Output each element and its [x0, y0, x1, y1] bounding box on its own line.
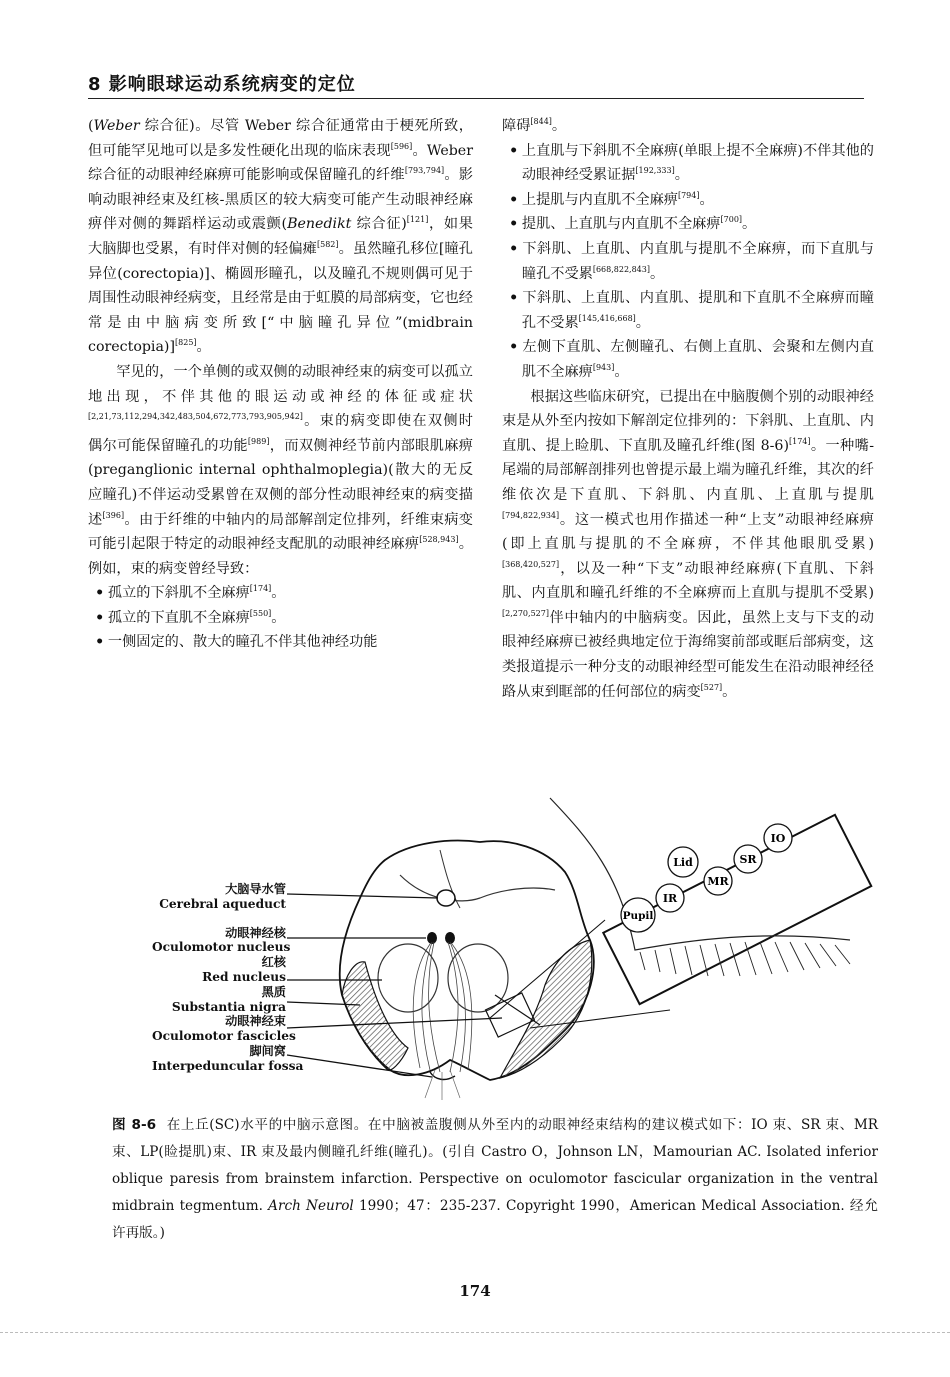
paragraph: 障碍[844]。 [502, 117, 567, 134]
fascicle-sr-label: SR [739, 853, 757, 866]
running-header [88, 64, 864, 99]
label-fossa-cn: 脚间窝 [249, 1043, 286, 1058]
label-nucleus-en: Oculomotor nucleus [152, 940, 291, 955]
label-nucleus-cn: 动眼神经核 [225, 925, 286, 940]
bullet-item: • 下斜肌、上直肌、内直肌与提肌不全麻痹，而下直肌与瞳孔不受累[668,822,843]。 [502, 237, 874, 286]
bullet-item: • 上提肌与内直肌不全麻痹[794]。 [502, 188, 874, 213]
figure-number: 图 8-6 [112, 1117, 157, 1133]
bullet-item: • 上直肌与下斜肌不全麻痹(单眼上提不全麻痹)不伴其他的动眼神经受累证据[192,333]。 [502, 139, 874, 188]
paragraph: 根据这些临床研究，已提出在中脑腹侧个别的动眼神经束是从外至内按如下解剖定位排列的：下斜肌、上直肌、内直肌、提上睑肌、下直肌及瞳孔纤维(图 8-6)[174]。一种嘴-尾端的局部解剖排列也曾提示最上端为瞳孔纤维，其次的纤维依次是下直肌、下斜肌、内直肌、上直肌与提肌[794,822,934]。这一模式也用作描述一种“上支”动眼神经麻痹(即上直肌与提肌的不全麻痹，不伴其他眼肌受累)[368,420,527]，以及一种“下支”动眼神经麻痹(下直肌、下斜肌、内直肌和瞳孔纤维的不全麻痹而上直肌与提肌不受累)[2,270,527]伴中轴内的中脑病变。因此，虽然上支与下支的动眼神经麻痹已被经典地定位于海绵窦前部或眶后部病变，这类报道提示一种分支的动眼神经型可能发生在沿动眼神经径路从束到眶部的任何部位的病变[527]。 [502, 388, 874, 700]
label-fascicles-en: Oculomotor fascicles [152, 1029, 296, 1044]
paragraph: (Weber 综合征)。尽管 Weber 综合征通常由于梗死所致，但可能罕见地可以是多发性硬化出现的临床表现[596]。Weber 综合征的动眼神经麻痹可能影响或保留瞳孔的纤维[793,794]。影响动眼神经束及红核-黑质区的较大病变可能产生动眼神经麻痹伴对侧的舞蹈样运动或震颤(Benedikt 综合征)[121]，如果大脑脚也受累，有时伴对侧的轻偏瘫[582]。虽然瞳孔移位[瞳孔异位(corectopia)]、椭圆形瞳孔，以及瞳孔不规则偶可见于周围性动眼神经病变，且经常是由于虹膜的局部病变，它也经常是由中脑病变所致[“中脑瞳孔异位”(midbrain corectopia)][825]。 [88, 118, 473, 356]
left-column [88, 114, 473, 655]
figure-labels [152, 882, 304, 1074]
label-aqueduct-cn: 大脑导水管 [225, 882, 286, 896]
label-red-nucleus-en: Red nucleus [202, 969, 286, 984]
bullet-item: • 一侧固定的、散大的瞳孔不伴其他神经功能 [88, 630, 473, 655]
bullet-item: • 下斜肌、上直肌、内直肌、提肌和下直肌不全麻痹而瞳孔不受累[145,416,668]。 [502, 286, 874, 335]
fascicle-mr-label: MR [707, 875, 729, 888]
fascicle-io-label: IO [770, 832, 786, 845]
chapter-title: 8 影响眼球运动系统病变的定位 [88, 74, 356, 95]
label-fossa-en: Interpeduncular fossa [152, 1058, 304, 1073]
label-nigra-en: Substantia nigra [171, 999, 286, 1014]
bullet-item: • 孤立的下直肌不全麻痹[550]。 [88, 606, 473, 631]
fascicle-ir-label: IR [662, 892, 678, 905]
label-red-nucleus-cn: 红核 [261, 955, 286, 970]
label-nigra-cn: 黑质 [261, 984, 286, 999]
bullet-item: • 孤立的下斜肌不全麻痹[174]。 [88, 581, 473, 606]
label-fascicles-cn: 动眼神经束 [225, 1014, 286, 1029]
fascicle-pupil-label: Pupil [622, 910, 654, 922]
bullet-item: • 提肌、上直肌与内直肌不全麻痹[700]。 [502, 212, 874, 237]
scan-footer-line [0, 1332, 950, 1334]
right-column [502, 114, 874, 704]
figure-caption: 图 8-6 在上丘(SC)水平的中脑示意图。在中脑被盖腹侧从外至内的动眼神经束结构的建议模式如下：IO 束、SR 束、MR 束、LP(睑提肌)束、IR 束及最内侧瞳孔纤维(瞳孔)。(引自 Castro O，Johnson LN，Mamourian AC. Isolated inferior oblique paresis from brainstem infarction. Perspective on oculomotor fascicular organization in the ventral midbrain tegmentum. Arch Neurol 1990；47：235-237. Copyright 1990，American Medical Association. 经允许再版。) [112, 1117, 878, 1241]
aqueduct-shape [437, 890, 455, 906]
fascicle-lid-label: Lid [673, 856, 693, 869]
page-number: 174 [459, 1282, 491, 1300]
bullet-item: • 左侧下直肌、左侧瞳孔、右侧上直肌、会聚和左侧内直肌不全麻痹[943]。 [502, 335, 874, 384]
label-aqueduct-en: Cerebral aqueduct [159, 896, 286, 911]
red-nucleus-right [448, 944, 508, 1012]
paragraph: 罕见的，一个单侧的或双侧的动眼神经束的病变可以孤立地出现，不伴其他的眼运动或神经的体征或症状[2,21,73,112,294,342,483,504,672,773,793,905,942]。束的病变即使在双侧时偶尔可能保留瞳孔的功能[989]，而双侧神经节前内部眼肌麻痹(preganglionic internal ophthalmoplegia)(散大的无反应瞳孔)不伴运动受累曾在双侧的部分性动眼神经束的病变描述[396]。由于纤维的中轴内的局部解剖定位排列，纤维束病变可能引起限于特定的动眼神经支配肌的动眼神经麻痹[528,943]。例如，束的病变曾经导致： [88, 363, 473, 577]
